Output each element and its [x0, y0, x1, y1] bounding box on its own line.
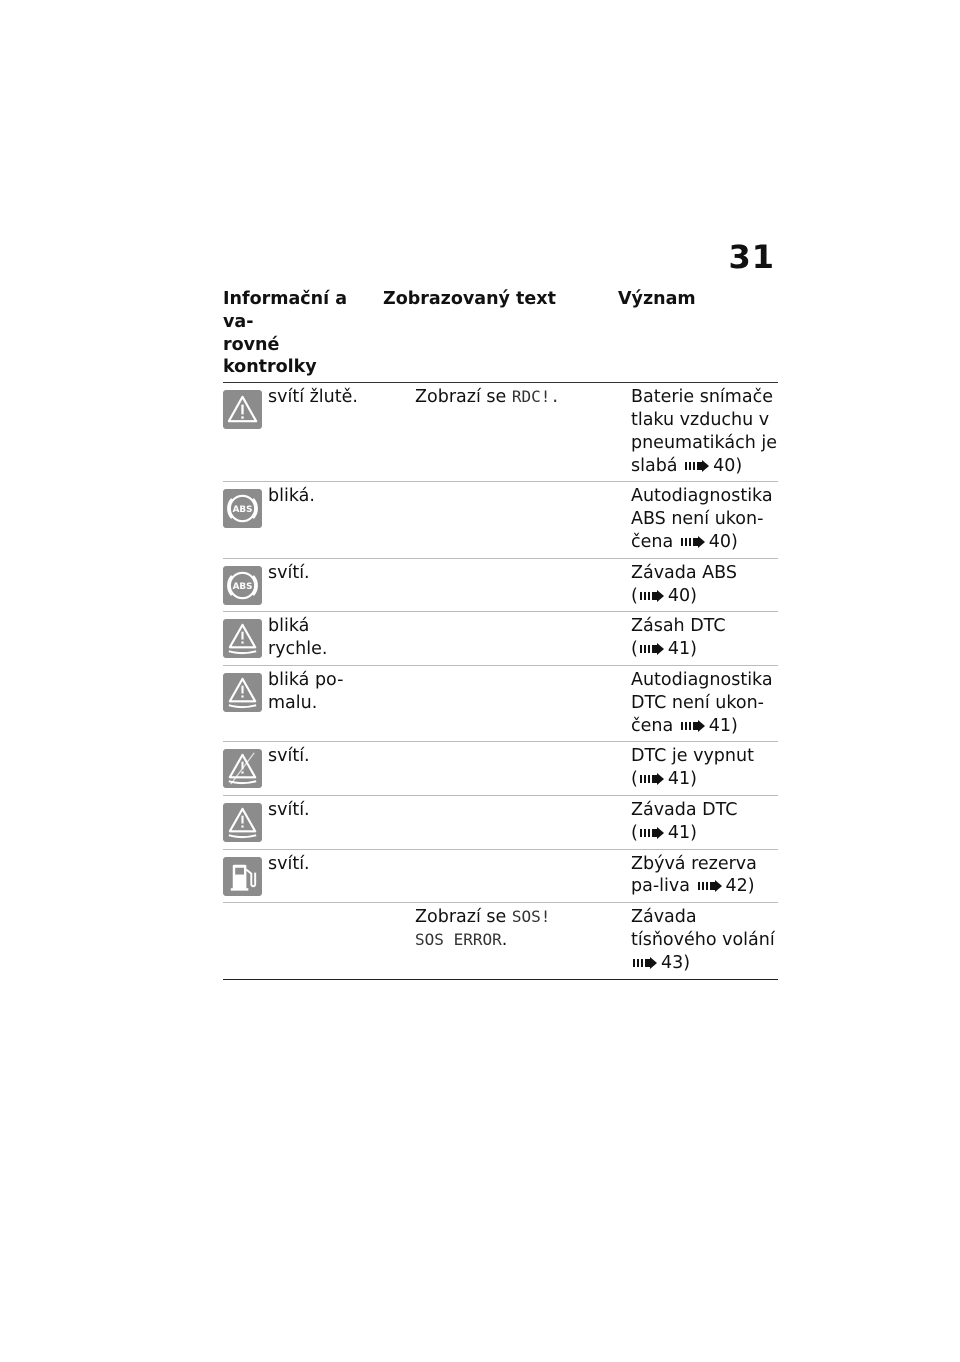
indicator-table: [223, 288, 778, 980]
meaning: Autodiagnostika ABS není ukon-čena 40): [630, 486, 773, 552]
page-reference-arrow-icon: [640, 643, 664, 655]
meaning: Autodiagnostika DTC není ukon-čena 41): [630, 669, 773, 736]
page-reference-arrow-icon: [633, 957, 657, 969]
display-text: [370, 615, 631, 661]
meaning: Závada tísňového volání 43): [630, 907, 775, 973]
table-row: [223, 742, 778, 796]
table-row: [223, 383, 778, 482]
indicator-state: svítí.: [268, 853, 310, 874]
abs-icon: [223, 489, 262, 528]
warning-triangle-icon: [223, 390, 262, 429]
page-number: 31: [728, 238, 775, 276]
display-text: [370, 853, 631, 899]
page-reference: 41): [667, 639, 697, 660]
svg-text:ABS: ABS: [232, 581, 253, 592]
meaning: Baterie snímače tlaku vzduchu v pneumatikách je slabá 40): [630, 387, 777, 476]
indicator-state: bliká.: [268, 486, 315, 507]
table-header: [223, 288, 778, 383]
page-reference-arrow-icon: [640, 773, 664, 785]
display-text: [370, 669, 631, 737]
page-reference: 41): [667, 769, 697, 790]
table-row: [223, 612, 778, 666]
dtc-icon: [223, 803, 262, 842]
dtc-off-icon: [223, 749, 262, 788]
header-meaning: Význam: [618, 289, 696, 309]
indicator-state: svítí.: [268, 799, 310, 820]
indicator-state: bliká rychle.: [268, 616, 328, 660]
page-reference-arrow-icon: [698, 880, 722, 892]
table-row: [223, 559, 778, 613]
meaning: Závada DTC ( 41): [630, 799, 738, 843]
display-text: Zobrazí se RDC!.: [415, 387, 560, 408]
abs-icon: [223, 566, 262, 605]
page-reference: 40): [708, 531, 738, 552]
dtc-icon: [223, 673, 262, 712]
meaning: Zbývá rezerva pa-liva 42): [630, 853, 757, 897]
indicator-state: svítí.: [268, 746, 310, 767]
header-indicators: Informační a va- rovné kontrolky: [223, 289, 348, 378]
table-row: [223, 796, 778, 850]
page-reference: 42): [725, 876, 755, 897]
display-code: SOS ERROR: [415, 929, 502, 949]
page-reference-arrow-icon: [681, 536, 705, 548]
meaning: DTC je vypnut ( 41): [630, 746, 754, 790]
display-text: [370, 485, 631, 553]
page-reference: 40): [667, 585, 697, 606]
page-reference-arrow-icon: [640, 827, 664, 839]
fuel-pump-icon: [223, 857, 262, 896]
page-reference: 41): [708, 715, 738, 736]
svg-text:ABS: ABS: [232, 505, 253, 516]
page-reference-arrow-icon: [640, 590, 664, 602]
meaning: Závada ABS ( 40): [630, 562, 737, 606]
meaning: Zásah DTC ( 41): [630, 616, 726, 660]
display-code: RDC!: [511, 387, 551, 407]
header-display-text: Zobrazovaný text: [383, 289, 556, 309]
page-reference: 43): [660, 952, 691, 973]
page-reference: 41): [667, 822, 697, 843]
table-row: [223, 666, 778, 742]
table-row: [223, 482, 778, 558]
indicator-state: svítí žlutě.: [268, 387, 358, 408]
dtc-icon: [223, 619, 262, 658]
display-text: [370, 745, 631, 791]
page-reference-arrow-icon: [685, 460, 709, 472]
page-reference-arrow-icon: [681, 720, 705, 732]
table-row: [223, 903, 778, 979]
indicator-state: svítí.: [268, 562, 310, 583]
display-text: [370, 799, 631, 845]
display-text: Zobrazí se SOS! SOS ERROR.: [415, 907, 551, 950]
table-row: [223, 850, 778, 904]
display-text: [370, 562, 631, 608]
display-code: SOS!: [511, 907, 551, 927]
indicator-state: bliká po-malu.: [268, 669, 344, 713]
page-reference: 40): [713, 455, 743, 476]
